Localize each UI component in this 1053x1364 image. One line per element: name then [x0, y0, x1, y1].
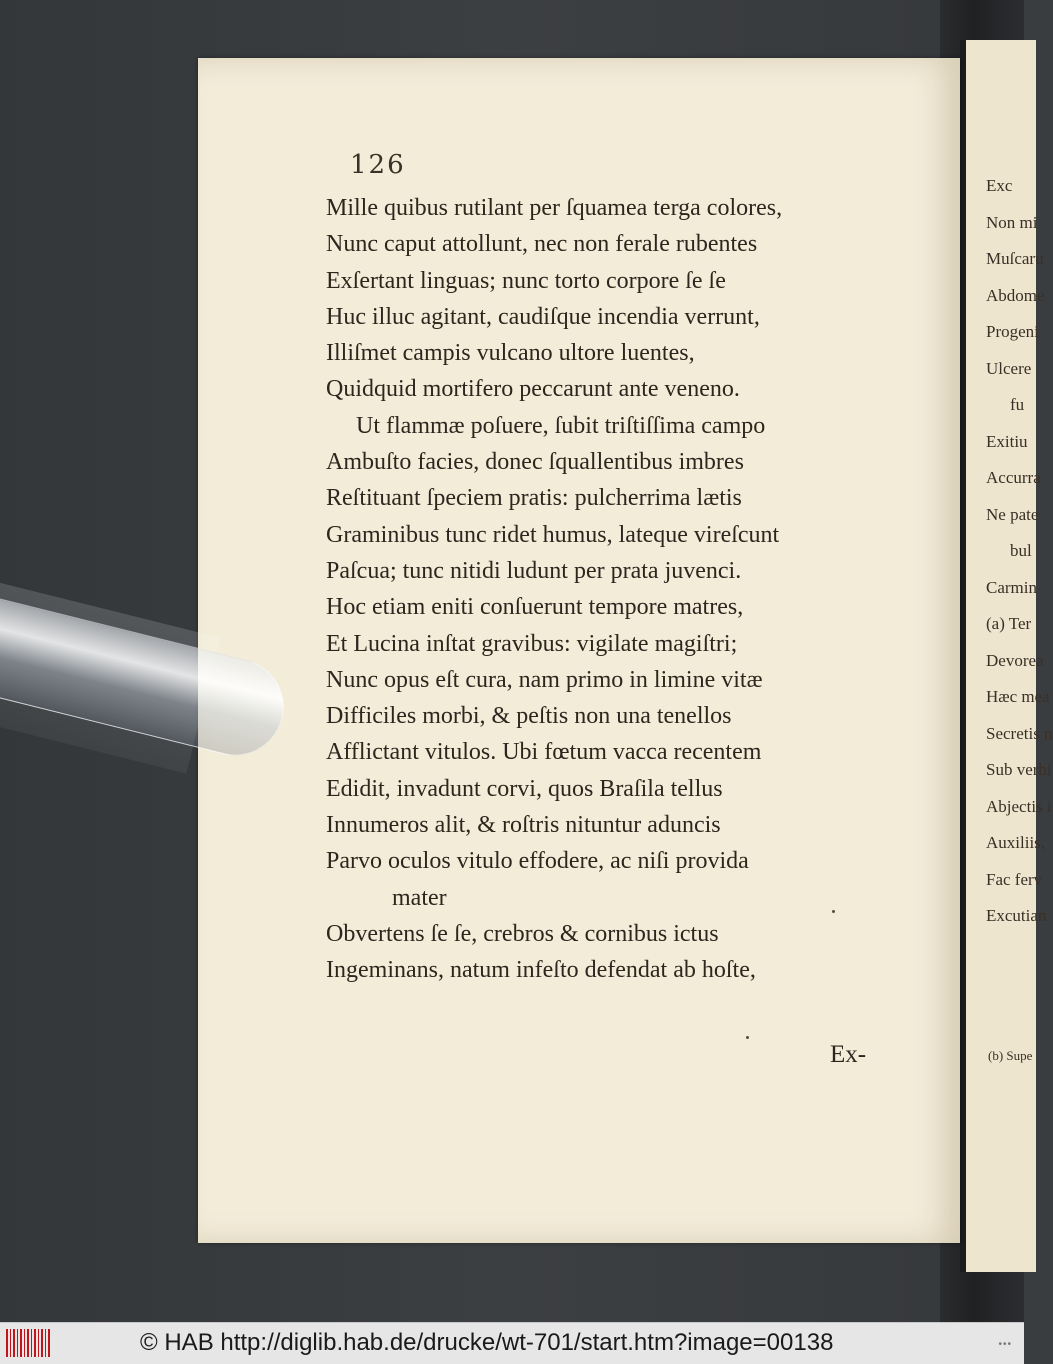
verse-line: Nunc caput attollunt, nec non ferale rubentes: [326, 231, 758, 258]
book-page: [198, 58, 960, 1243]
verse-line: Nunc opus eſt cura, nam primo in limine vitæ: [326, 666, 763, 693]
facing-page-line: Accurra: [986, 468, 1041, 487]
facing-page-line: Abjectis i: [986, 796, 1052, 816]
facing-page: [960, 40, 1053, 1272]
facing-page-line: Muſcaru: [986, 249, 1044, 268]
facing-page-line: Auxiliis,: [986, 833, 1046, 852]
catchword: Ex-: [830, 1041, 867, 1068]
facing-page-line: Ulcere: [986, 358, 1032, 378]
facing-page-line: fu: [1010, 395, 1025, 414]
facing-page-line: bul: [1010, 541, 1032, 560]
page-number: 126: [350, 150, 406, 180]
verse-line: Afflictant vitulos. Ubi fœtum vacca recentem: [326, 739, 762, 766]
verse-line: Reſtituant ſpeciem pratis: pulcherrima lætis: [326, 485, 742, 512]
facing-page-line: Sub verbi: [986, 760, 1052, 779]
facing-page-line: Exc: [986, 176, 1013, 195]
facing-page-line: Exitiu: [986, 431, 1028, 451]
verse-line: Innumeros alit, & roſtris nituntur aduncis: [326, 812, 721, 839]
facing-page-line: (a) Ter: [986, 614, 1032, 633]
verse-block: [326, 190, 916, 989]
verse-line: Exſertant linguas; nunc torto corpore ſe ſe: [326, 267, 726, 294]
verse-line: Quidquid mortifero peccarunt ante veneno.: [326, 376, 740, 403]
facing-page-line: Hæc mea: [986, 687, 1050, 706]
verse-line: Graminibus tunc ridet humus, lateque vireſcunt: [326, 521, 780, 548]
facing-page-line: Fac ferv: [986, 869, 1043, 889]
verse-line: Ambuſto facies, donec ſquallentibus imbres: [326, 449, 744, 476]
facing-page-line: Carmin: [986, 577, 1037, 597]
verse-line: Ut flammæ poſuere, ſubit triſtiſſima campo: [356, 412, 766, 439]
verse-line: Illiſmet campis vulcano ultore luentes,: [326, 340, 695, 367]
verse-line: Paſcua; tunc nitidi ludunt per prata juvenci.: [326, 557, 742, 584]
verse-line: mater: [392, 884, 447, 911]
verse-line: Et Lucina inſtat gravibus: vigilate magiſtri;: [326, 630, 738, 657]
verse-line: Huc illuc agitant, caudiſque incendia verrunt,: [326, 303, 760, 330]
facing-page-line: Devorea: [986, 650, 1044, 670]
facing-page-footnote: (b) Supe: [988, 1048, 1033, 1063]
facing-page-line: Abdome: [986, 285, 1045, 305]
facing-page-line: Secretis n: [986, 723, 1053, 743]
verse-line: Hoc etiam eniti conſuerunt tempore matres,: [326, 594, 744, 621]
verse-line: Mille quibus rutilant per ſquamea terga colores,: [326, 195, 783, 221]
ink-speck: [746, 1036, 749, 1039]
facing-page-line: Ne pate: [986, 504, 1039, 524]
footer-bar: [0, 1322, 1024, 1364]
facing-page-line: Non mi: [986, 212, 1038, 232]
more-dots-icon[interactable]: •••: [998, 1339, 1012, 1350]
verse-line: Ingeminans, natum infeſto defendat ab hoſte,: [326, 957, 756, 984]
facing-page-text: [966, 168, 1053, 935]
verse-line: Difficiles morbi, & peſtis non una tenellos: [326, 703, 732, 730]
facing-page-line: Excutian: [986, 906, 1047, 925]
ink-speck: [832, 910, 835, 913]
verse-line: Edidit, invadunt corvi, quos Braſila tellus: [326, 775, 723, 802]
verse-line: Obvertens ſe ſe, crebros & cornibus ictus: [326, 920, 719, 947]
hab-barcode-logo-icon: [6, 1329, 50, 1357]
facing-page-line: Progeni: [986, 322, 1039, 341]
verse-line: Parvo oculos vitulo effodere, ac niſi provida: [326, 848, 749, 875]
copyright-url-text[interactable]: © HAB http://diglib.hab.de/drucke/wt-701/start.htm?image=00138: [140, 1329, 834, 1356]
